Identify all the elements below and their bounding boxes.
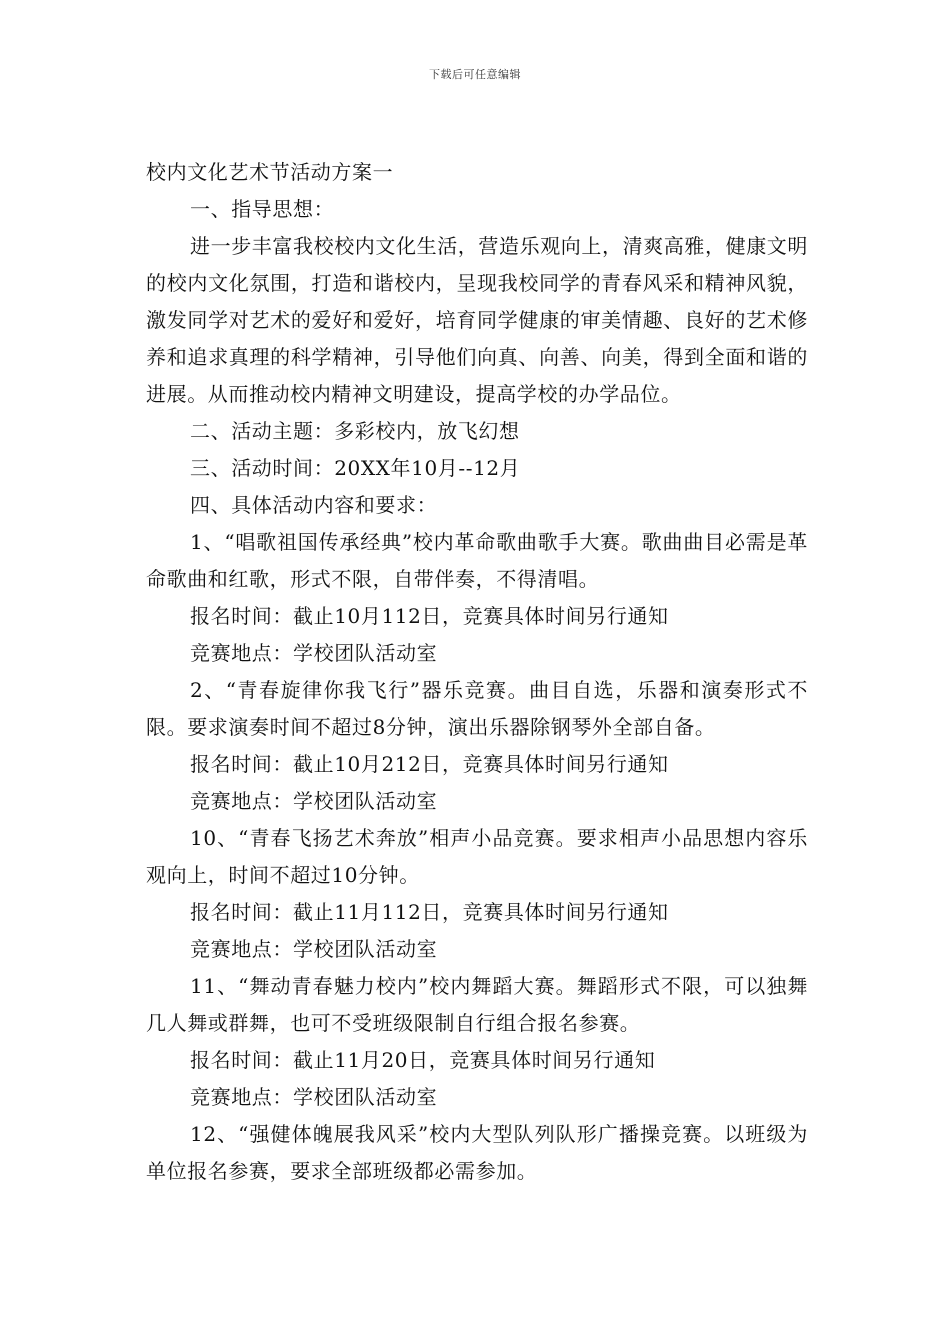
document-body: [146, 154, 808, 1190]
registration-time-dance: 报名时间：截止11月20日，竞赛具体时间另行通知: [190, 1048, 656, 1072]
section-activity-theme: 二、活动主题：多彩校内，放飞幻想: [190, 419, 520, 443]
paragraph-instrument-contest: 2、“青春旋律你我飞行”器乐竞赛。曲目自选，乐器和演奏形式不限。要求演奏时间不超过8分钟，演出乐器除钢琴外全部自备。: [146, 678, 808, 739]
paragraph-dance-contest: 11、“舞动青春魅力校内”校内舞蹈大赛。舞蹈形式不限，可以独舞几人舞或群舞，也可不受班级限制自行组合报名参赛。: [146, 974, 808, 1035]
venue-dance: 竞赛地点：学校团队活动室: [190, 1085, 438, 1109]
paragraph-guiding-thought: 进一步丰富我校校内文化生活，营造乐观向上，清爽高雅，健康文明的校内文化氛围，打造和谐校内，呈现我校同学的青春风采和精神风貌，激发同学对艺术的爱好和爱好，培育同学健康的审美情趣、良好的艺术修养和追求真理的科学精神，引导他们向真、向善、向美，得到全面和谐的进展。从而推动校内精神文明建设，提高学校的办学品位。: [146, 234, 808, 406]
venue-comedy: 竞赛地点：学校团队活动室: [190, 937, 438, 961]
page-header-note: 下载后可任意编辑: [429, 68, 521, 81]
registration-time-singing: 报名时间：截止10月112日，竞赛具体时间另行通知: [190, 604, 669, 628]
section-heading-activity-content: 四、具体活动内容和要求：: [190, 493, 438, 517]
document-title: 校内文化艺术节活动方案一: [146, 160, 394, 184]
section-heading-guiding-thought: 一、指导思想：: [190, 197, 335, 221]
registration-time-comedy: 报名时间：截止11月112日，竞赛具体时间另行通知: [190, 900, 669, 924]
paragraph-singing-contest: 1、“唱歌祖国传承经典”校内革命歌曲歌手大赛。歌曲曲目必需是革命歌曲和红歌，形式不限，自带伴奏，不得清唱。: [146, 530, 808, 591]
venue-instrument: 竞赛地点：学校团队活动室: [190, 789, 438, 813]
paragraph-comedy-contest: 10、“青春飞扬艺术奔放”相声小品竞赛。要求相声小品思想内容乐观向上，时间不超过10分钟。: [146, 826, 808, 887]
registration-time-instrument: 报名时间：截止10月212日，竞赛具体时间另行通知: [190, 752, 669, 776]
venue-singing: 竞赛地点：学校团队活动室: [190, 641, 438, 665]
section-activity-time: 三、活动时间：20XX年10月--12月: [190, 456, 521, 480]
paragraph-drill-contest: 12、“强健体魄展我风采”校内大型队列队形广播操竞赛。以班级为单位报名参赛，要求全部班级都必需参加。: [146, 1122, 808, 1183]
